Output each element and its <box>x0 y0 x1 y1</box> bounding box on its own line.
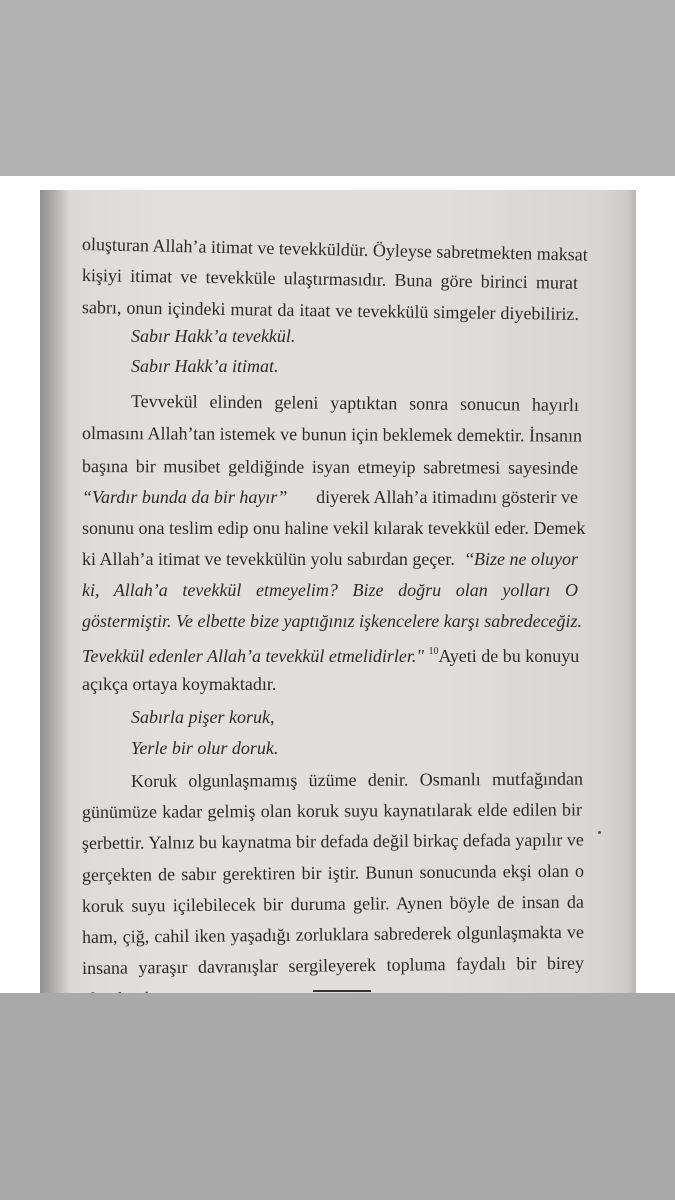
text-line: açıkça ortaya koymaktadır. <box>82 674 277 694</box>
verse-line: Sabır Hakk’a tevekkül. <box>131 326 296 346</box>
page-spine-shadow <box>40 190 70 993</box>
text-line: başına bir musibet geldiğinde isyan etmeyip sabretmesi sayesinde <box>81 456 579 478</box>
background-bottom <box>0 993 675 1200</box>
verse-line: Yerle bir olur doruk. <box>131 738 279 758</box>
quote-line: göstermiştir. Ve elbette bize yaptığınız işkencelere karşı sabredeceğiz. <box>82 611 583 631</box>
text-line: oluşturan Allah’a itimat ve tevekküldür. Öyleyse sabretmekten maksat <box>81 234 588 265</box>
footnote-ref: 10 <box>428 646 439 657</box>
text-line: kişiyi itimat ve tevekküle ulaştırmasıdır. Buna göre birinci murat <box>81 265 579 293</box>
quote-inline: “Vardır bunda da bir hayır” <box>82 487 288 507</box>
text-line: ham, çiğ, cahil iken yaşadığı zorluklara sabrederek olgunlaşmakta ve <box>81 921 585 947</box>
quote-inline: ‘‘Bize ne oluyor <box>464 549 578 569</box>
text-line: şerbettir. Yalnız bu kaynatma bir defada değil birkaç defada yapılır ve <box>81 829 584 853</box>
text-line <box>82 548 578 570</box>
text-segment: Ayeti de bu konuyu <box>438 646 580 666</box>
text-line: koruk suyu içilebilecek bir duruma gelir. Aynen böyle de insan da <box>81 891 585 916</box>
verse-line: Sabır Hakk’a itimat. <box>131 356 279 376</box>
text-segment: diyerek Allah’a itimadını gösterir ve <box>316 487 578 507</box>
text-line <box>82 641 578 667</box>
text-line: olmasını Allah’tan istemek ve bunun için beklemek demektir. İnsanın <box>81 423 583 446</box>
text-line: sabrı, onun içindeki murat da itaat ve tevekkülü simgeler diyebiliriz. <box>81 297 580 324</box>
text-line: Koruk olgunlaşmamış üzüme denir. Osmanlı mutfağından <box>130 768 584 791</box>
verse-line: Sabırla pişer koruk, <box>131 707 275 727</box>
text-line: günümüze kadar gelmiş olan koruk suyu kaynatılarak elde edilen bir <box>81 799 583 822</box>
quote-inline: Tevekkül edenler Allah’a tevekkül etmelidirler." <box>82 646 424 666</box>
text-line <box>82 486 578 508</box>
text-line: Tevvekül elinden geleni yaptıktan sonra sonucun hayırlı <box>130 391 580 415</box>
quote-line: ki, Allah’a tevekkül etmeyelim? Bize doğru olan yolları O <box>82 580 578 600</box>
text-line: gerçekten de sabır gerektiren bir iştir. Bunun sonucunda ekşi olan o <box>81 860 585 885</box>
ink-speck <box>598 831 601 834</box>
text-line: insana yaraşır davranışlar sergileyerek topluma faydalı bir birey <box>81 952 585 978</box>
page-edge <box>628 190 636 993</box>
page-divider-rule <box>313 990 371 992</box>
text-line: sonunu ona teslim edip onu haline vekil kılarak tevekkül eder. Demek <box>82 518 586 538</box>
text-segment: ki Allah’a itimat ve tevekkülün yolu sabırdan geçer. <box>82 549 455 569</box>
background-top <box>0 0 675 176</box>
